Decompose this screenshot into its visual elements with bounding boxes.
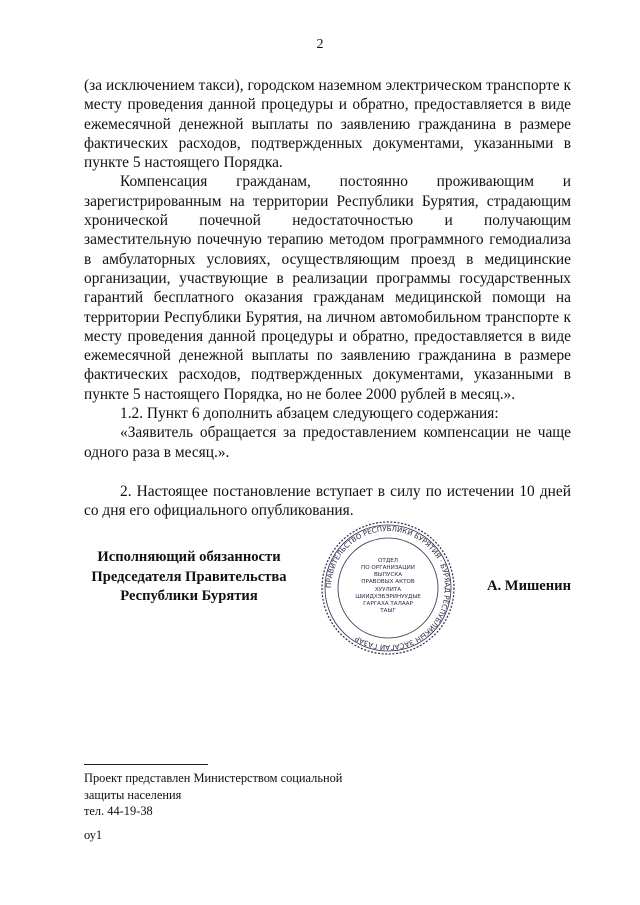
signatory-title-line: Республики Бурятия [120,588,258,604]
stamp-line: ГАРГАХА ТАЛААР [363,601,413,607]
paragraph-compensation: Компенсация гражданам, постоянно проживающим и зарегистрированным на территории Республики Бурятия, страдающим хронической почечной недостаточностью и получающим заместительную почечную терапию методом программного гемодиализа в амбулаторных условиях, осуществляющим проезд в медицинские организации, участвующие в реализации программы государственных гарантий бесплатного оказания гражданам медицинской помощи на территории Республики Бурятия, на личном автомобильном транспорте к месту проведения данной процедуры и обратно, предоставляется в виде ежемесячной денежной выплаты по заявлению гражданина в размере фактических расходов, подтвержденных документами, указанными в пункте 5 настоящего Порядка, но не более 2000 рублей в месяц.». [84,173,571,403]
signatory-title-line: Председателя Правительства [91,568,287,585]
stamp-outer-text: ПРАВИТЕЛЬСТВО РЕСПУБЛИКИ БУРЯТИЯ · БУРЯАД РЕСПУБЛИКЫН ЗАСАГАЙ ГАЗАР [324,524,452,652]
footnote-line: Проект представлен Министерством социальной [84,771,343,785]
footnote-line: защиты населения [84,787,182,802]
signature-block [84,524,571,668]
stamp-line: ХУУЛИТА [374,587,402,593]
footnote-divider [84,764,208,765]
paragraph-continuation: (за исключением такси), городском наземном электрическом транспорте к месту проведения данной процедуры и обратно, предоставляется в виде ежемесячной денежной выплаты по заявлению гражданина в размере фактических расходов, подтвержденных документами, указанными в пункте 5 настоящего Порядка. [84,77,571,172]
stamp-line: ТАЫГ [380,608,396,614]
stamp-line: ОТДЕЛ [378,558,398,564]
signatory-title-line: Исполняющий обязанности [97,549,281,565]
stamp-line: ПО ОРГАНИЗАЦИИ [361,565,415,571]
paragraph-amendment-text: «Заявитель обращается за предоставлением компенсации не чаще одного раза в месяц.». [84,424,571,461]
footnote-phone: тел. 44-19-38 [84,804,153,818]
footnote [84,764,342,843]
page-number: 2 [316,37,324,52]
signatory-title [84,548,294,607]
stamp-line: ВЫПУСКА [373,572,403,578]
paragraph-amendment-point: 1.2. Пункт 6 дополнить абзацем следующего содержания: [120,405,499,423]
stamp-line: ПРАВОВЫХ АКТОВ [361,579,415,585]
document-body [84,76,571,521]
official-stamp [320,520,456,656]
paragraph-effective-date: 2. Настоящее постановление вступает в силу по истечении 10 дней со дня его официального опубликования. [84,482,571,520]
document-code: оу1 [84,827,103,842]
stamp-line: ШИИДХЭБЭРИНУУДЫЕ [355,594,421,600]
signatory-name: А. Мишенин [486,578,571,594]
